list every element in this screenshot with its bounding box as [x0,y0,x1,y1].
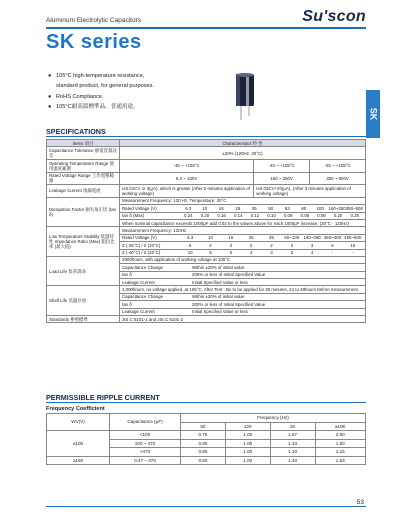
load-life-cell [120,256,366,286]
header-divider [46,27,366,29]
series-title: SK series [46,31,142,53]
ratio-cell: 2 [270,242,273,248]
ratio-cell: 4 [209,242,212,248]
cell-value: -25 ~ +105°C [310,159,366,172]
life-row: Capacitance Change Within ±20% of initial value [120,264,365,271]
ripple-heading: PERMISSIBLE RIPPLE CURRENT [46,393,160,402]
cell-value: 1.34 [270,439,315,448]
voltage-cell: 25 [248,235,254,241]
cell-value: ≥160 [47,456,110,465]
feature-item: ● RoHS Compliance. [48,93,104,100]
ratio-cell: 3 [229,242,233,248]
row-label: Standards 參照標準 [47,316,120,323]
feature-list [48,71,154,112]
row-label: Rated Voltage Range 工作電壓範圍 [47,172,120,185]
voltage-cell: 6.3 [187,235,194,241]
voltage-cell: 350~500 [345,205,363,211]
tan-cell: 0.24 [184,213,193,219]
voltage-cell: 50 [268,205,274,211]
specifications-heading: SPECIFICATIONS [46,127,106,136]
ratio-cell: 5 [188,242,192,248]
tan-cell: 0.14 [233,213,243,219]
tan-row: tan δ (Max) 0.24 0.20 0.16 0.14 0.12 0.10 0.09 0.08 0.08 0.20 0.25 [120,213,365,220]
shelf-life-cell [120,286,366,316]
life-intro: 2000hours, with application of working voltage at 105°C [120,257,365,264]
tan-cell: 0.20 [200,213,210,219]
voltage-cell: 35 [269,235,274,241]
ratio-row: Z (-40°C) / Z (20°C) 10 8 5 4 3 3 4 - - [120,250,365,256]
life-row: Leakage Current Initial Specified Value or less [122,279,248,285]
tan-cell: 0.08 [317,213,326,219]
feature-item: ● 105°C耐高溫標準品，普通用途。 [48,103,139,110]
tan-cell: 0.09 [283,213,293,219]
cell-value: -40 ~ +105°C [120,159,254,172]
cell-value: 160 ~ 250V [254,172,310,185]
feature-item: ● 105°C high-temperature resistance, [48,73,145,79]
cell-value: 6.3 ~ 100V [120,172,254,185]
table-row [47,431,366,440]
cell-value: 350 ~ 500V [310,172,366,185]
voltage-row: Rated Voltage (V) 6.3 10 16 25 35 50~100 160~250 350~400 450~500 [120,235,365,242]
cell-value: JIS C 5101-1 and JIS C 5101-2 [120,316,366,323]
brand-logo: Su'scon [302,8,366,25]
life-row: tan δ 200% or less of Initial Specified Value [120,301,365,308]
category-label: Aluminum Electrolytic Capacitors [46,17,142,24]
voltage-row: Rated Voltage (V) 6.3 10 16 25 35 50 63 80 100 160~250 350~500 [120,205,365,212]
ratio-cell: 8 [209,250,212,256]
cell-value: 1.00 [225,431,270,440]
ratio-row: Z (-25°C) / Z (20°C) 5 4 3 2 2 2 3 6 15 [120,242,365,249]
cell-value: 0.80 [181,439,226,448]
capacitor-photo [222,70,270,122]
voltage-cell: 160~250 [328,205,346,211]
row-label: Low Temperature Stability 低溫特性 Impedance Ratio (Max) 阻抗比率 (最大值) [47,227,120,257]
ratio-cell: 3 [270,250,273,256]
cell-value: 1.15 [315,448,365,457]
voltage-cell: 63 [284,205,290,211]
table-row [47,456,366,465]
cell-value: 1.00 [225,456,270,465]
measure-note: Measurement Frequency: 120Hz. [120,227,365,234]
tan-cell: 0.10 [267,213,276,219]
frequency-header: 1K [270,422,315,431]
ratio-cell: 15 [350,242,356,248]
dissipation-cell [120,197,366,227]
life-row: Capacitance Change Within ±20% of initial value [120,294,365,301]
section-divider [46,402,366,403]
cell-value: 0.80 [181,456,226,465]
row-label: Leakage Current 洩漏電流 [47,185,120,198]
frequency-coefficient-title: Frequency Coefficient [46,406,105,412]
column-header: Characteristics 特 性 [120,140,366,147]
voltage-cell: 25 [235,205,241,211]
cell-value: 1.10 [270,448,315,457]
column-header: Items 項目 [47,140,120,147]
cell-value: -40 ~ +105°C [254,159,310,172]
life-intro: 1,000hours, no voltage applied, at 105°C. After Test : Be to be applied for 30 minutes, 24 to 48hours before measurement. [120,286,365,293]
voltage-cell: 10 [202,205,208,211]
column-header: Frequency (Hz) [181,414,366,423]
column-header: Capacitance (μF) [110,414,181,431]
ratio-cell: 6 [331,242,334,248]
ripple-table [46,413,366,465]
column-header: WV(V) [47,414,110,431]
voltage-cell: 16 [228,235,234,241]
cell-value: 1.53 [315,456,365,465]
df-note: When nominal capacitance exceeds 1000μF add 0.02 to the values above for each 1000μF increase. (20°C · 120Hz) [122,220,349,226]
tan-cell: 0.20 [333,213,343,219]
row-label: Capacitance Tolerance 靜電容量誤差 [47,147,120,160]
ratio-cell: 2 [249,242,253,248]
life-row: tan δ 200% or less of Initial Specified Value [120,272,365,279]
voltage-cell: 10 [208,235,213,241]
voltage-cell: 350~400 [323,235,342,241]
cell-value: 1.40 [270,456,315,465]
ratio-cell: - [352,250,354,256]
page-number: 53 [356,499,364,506]
cell-value: 0.85 [181,448,226,457]
cell-value: ≤100 [47,431,110,457]
frequency-header: 50 [181,422,226,431]
cell-value: 0.47 ~ 470 [110,456,181,465]
ratio-cell: 5 [229,250,233,256]
cell-value: ±20% (120Hz, 20°C) [120,147,366,160]
cell-value: 1.00 [225,439,270,448]
voltage-cell: 6.3 [185,205,192,211]
cell-value: >470 [110,448,181,457]
cell-value: <100 [110,431,181,440]
ratio-cell: - [331,250,334,256]
measure-note: Measurement Frequency: 120 Hz, Temperature: 20°C [120,198,365,205]
ratio-cell: 4 [249,250,253,256]
voltage-cell: 100 [316,205,324,211]
ratio-cell: 2 [290,242,294,248]
voltage-cell: 16 [218,205,224,211]
specifications-table [46,139,366,323]
voltage-cell: 450~500 [344,235,362,241]
series-side-tab: SK [366,90,380,138]
cell-value: 1.50 [315,439,365,448]
feature-item: standard product, for general purposes. [56,83,154,90]
frequency-header: 120 [225,422,270,431]
tan-cell: 0.12 [250,213,260,219]
ratio-cell: 3 [290,250,294,256]
ratio-cell: 10 [187,250,193,256]
tan-cell: 0.08 [300,213,310,219]
row-label: Operating Temperature Range 使用溫度範圍 [47,159,120,172]
cell-value: 100 ~ 470 [110,439,181,448]
section-divider [46,136,366,137]
footer-divider [46,506,366,507]
ratio-cell: 4 [310,250,314,256]
row-label: Shelf Life 高溫存放 [47,286,120,316]
voltage-cell: 35 [251,205,257,211]
cell-value: 1.00 [225,448,270,457]
low-temp-cell [120,227,366,257]
voltage-cell: 160~250 [303,235,321,241]
voltage-cell: 50~100 [284,235,300,241]
life-row: Leakage Current Initial Specified Value or less [122,309,248,315]
cell-value: 1.57 [270,431,315,440]
tan-cell: 0.25 [350,213,359,219]
tan-cell: 0.16 [217,213,226,219]
ratio-cell: 3 [310,242,314,248]
voltage-cell: 80 [301,205,307,211]
frequency-header: ≥10K [315,422,365,431]
cell-value: 2.00 [315,431,365,440]
cell-value: I≤0.01CV or 3(μA), which is greater (After 2 minutes application of working voltage) [120,185,254,198]
cell-value: 0.75 [181,431,226,440]
row-label: Dissipation Factor 損失角正切 (tan δ) [47,197,120,227]
cell-value: I≤0.03CV+20(μA), (After 3 minutes application of working voltage) [254,185,366,198]
row-label: Load Life 負荷壽命 [47,256,120,286]
